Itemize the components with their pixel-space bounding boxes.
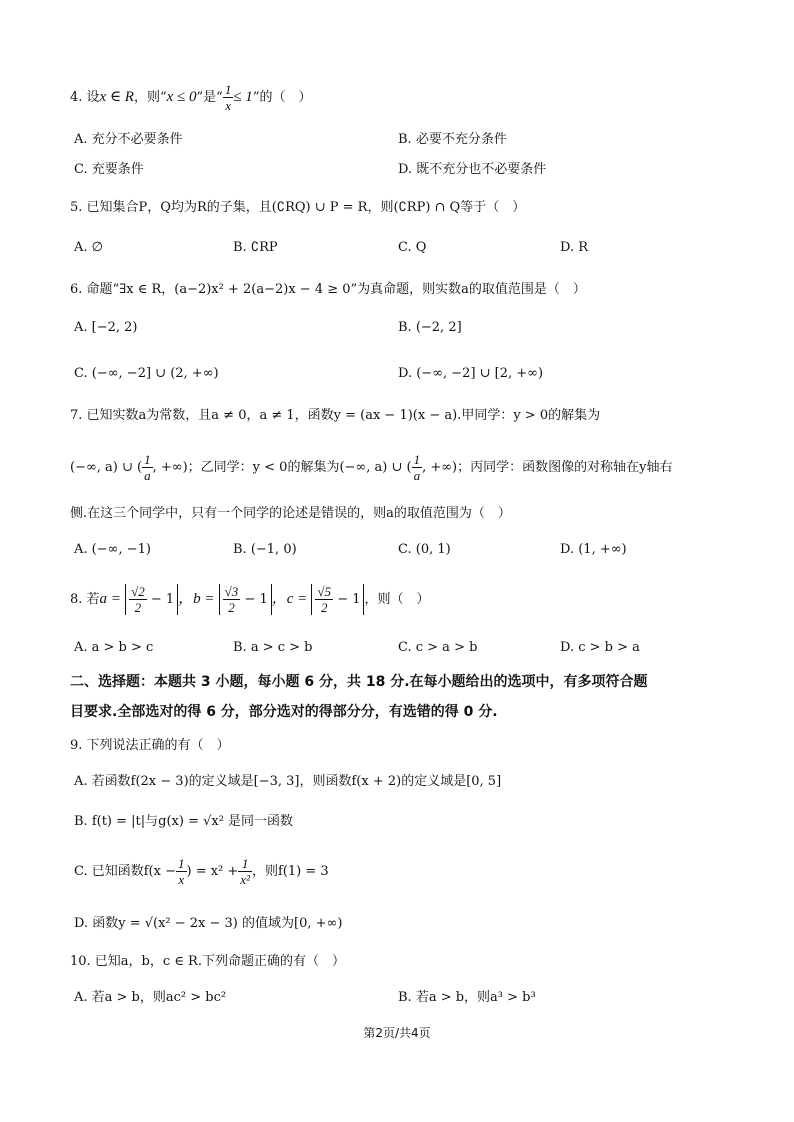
fraction-denominator: 2 xyxy=(320,600,328,615)
fraction-numerator: √3 xyxy=(224,584,239,599)
q4-condition: x ∈ R xyxy=(99,89,134,105)
q7-option-d: D. (1, +∞) xyxy=(560,542,627,557)
q7-option-a: A. (−∞, −1) xyxy=(74,542,151,557)
fraction-denominator: x xyxy=(225,98,231,113)
q4-stem xyxy=(70,82,311,113)
q4-stem-part: 4. 设 xyxy=(70,90,100,105)
fraction-denominator: 2 xyxy=(228,600,235,615)
q6-stem: 6. 命题“∃x ∈ R，(a−2)x² + 2(a−2)x − 4 ≥ 0”为真命题，则实数a的取值范围是（ ） xyxy=(70,282,586,297)
q4-condition: x ≤ 0 xyxy=(166,89,197,105)
q6-option-b: B. (−2, 2] xyxy=(398,320,462,335)
q8-option-b: B. a > c > b xyxy=(233,640,313,655)
q7-option-b: B. (−1, 0) xyxy=(233,542,297,557)
fraction-denominator: x² xyxy=(240,872,250,887)
q7-line-2-part: , +∞)；乙同学：y < 0的解集为(−∞, a) ∪ ( xyxy=(152,460,412,475)
q7-line-2-part: (−∞, a) ∪ ( xyxy=(70,460,143,475)
fraction-numerator: √5 xyxy=(317,584,332,599)
q7-line-2 xyxy=(70,452,672,483)
q10-option-a: A. 若a > b，则ac² > bc² xyxy=(74,990,227,1005)
q8-label: 8. 若 xyxy=(70,592,100,607)
q4-option-b: B. 必要不充分条件 xyxy=(398,132,507,147)
q8-minus: − 1 xyxy=(150,592,175,607)
q8-option-a: A. a > b > c xyxy=(74,640,154,655)
section-2-heading-cont: 目要求.全部选对的得 6 分，部分选对的得部分分，有选错的得 0 分. xyxy=(70,704,498,720)
q4-stem-part: ”的（ ） xyxy=(252,90,312,105)
q8-abs-a xyxy=(125,584,178,615)
q8-option-d: D. c > b > a xyxy=(560,640,640,655)
q5-stem: 5. 已知集合P，Q均为R的子集，且(∁RQ) ∪ P = R，则(∁RP) ∩ Q等于（ ） xyxy=(70,200,526,215)
q4-stem-part: ，则“ xyxy=(133,90,167,105)
q6-option-a: A. [−2, 2) xyxy=(74,320,138,335)
page-number-footer: 第2页/共4页 xyxy=(363,1026,431,1040)
q7-fraction xyxy=(412,452,423,483)
q5-option-d: D. R xyxy=(560,240,589,255)
q8-var-a: a = xyxy=(99,591,121,607)
q9-option-c-part: C. 已知函数f(x − xyxy=(74,864,176,879)
q8-abs-b xyxy=(219,584,272,615)
q9-option-c-part: ) = x² + xyxy=(186,864,239,879)
fraction-numerator: 1 xyxy=(224,82,232,97)
q4-option-c: C. 充要条件 xyxy=(74,162,144,177)
fraction-numerator: 1 xyxy=(413,452,421,467)
q10-stem: 10. 已知a，b，c ∈ R.下列命题正确的有（ ） xyxy=(70,954,345,969)
q5-option-b: B. ∁RP xyxy=(233,240,278,255)
q9-option-c-part: ，则f(1) = 3 xyxy=(251,864,329,879)
q4-stem-part: ”是“ xyxy=(196,90,223,105)
fraction-denominator: 2 xyxy=(134,600,142,615)
q6-option-c: C. (−∞, −2] ∪ (2, +∞) xyxy=(74,366,219,381)
q7-line-2-part: , +∞)；丙同学：函数图像的对称轴在y轴右 xyxy=(422,460,673,475)
q7-fraction xyxy=(142,452,153,483)
q5-option-c: C. Q xyxy=(398,240,427,255)
fraction-numerator: √2 xyxy=(131,584,145,599)
q4-condition: ≤ 1 xyxy=(233,89,253,105)
fraction-numerator: 1 xyxy=(144,452,151,467)
q4-fraction xyxy=(223,82,234,113)
q9-option-a: A. 若函数f(2x − 3)的定义域是[−3, 3]，则函数f(x + 2)的定义域是[0, 5] xyxy=(74,774,502,789)
fraction-numerator: 1 xyxy=(178,856,185,871)
fraction-numerator: 1 xyxy=(238,856,252,872)
q7-line-1: 7. 已知实数a为常数，且a ≠ 0，a ≠ 1，函数y = (ax − 1)(x − a).甲同学：y > 0的解集为 xyxy=(70,408,601,423)
q5-option-a: A. ∅ xyxy=(74,240,103,255)
q8-var-b: ，b = xyxy=(178,591,215,607)
q8-minus: − 1 xyxy=(337,592,361,607)
q9-option-b: B. f(t) = |t|与g(x) = √x² 是同一函数 xyxy=(74,814,294,829)
q8-stem xyxy=(70,584,430,615)
q9-option-d: D. 函数y = √(x² − 2x − 3) 的值域为[0, +∞) xyxy=(74,916,343,931)
q8-tail: ，则（ ） xyxy=(364,592,430,607)
fraction-denominator: x xyxy=(178,872,185,887)
q7-line-3: 侧.在这三个同学中，只有一个同学的论述是错误的，则a的取值范围为（ ） xyxy=(70,506,511,521)
q6-option-d: D. (−∞, −2] ∪ [2, +∞) xyxy=(398,366,544,381)
section-2-heading: 二、选择题：本题共 3 小题，每小题 6 分，共 18 分.在每小题给出的选项中，有多项符合题 xyxy=(70,674,648,690)
q8-var-c: ，c = xyxy=(271,591,308,607)
fraction-denominator: a xyxy=(413,468,421,483)
q4-option-a: A. 充分不必要条件 xyxy=(74,132,183,147)
q7-option-c: C. (0, 1) xyxy=(398,542,451,557)
fraction-denominator: a xyxy=(144,468,151,483)
q8-abs-c xyxy=(311,584,364,615)
q4-option-d: D. 既不充分也不必要条件 xyxy=(398,162,547,177)
q9-stem: 9. 下列说法正确的有（ ） xyxy=(70,738,230,753)
q8-option-c: C. c > a > b xyxy=(398,640,478,655)
q8-minus: − 1 xyxy=(244,592,268,607)
q10-option-b: B. 若a > b，则a³ > b³ xyxy=(398,990,536,1005)
q9-option-c xyxy=(74,856,329,887)
